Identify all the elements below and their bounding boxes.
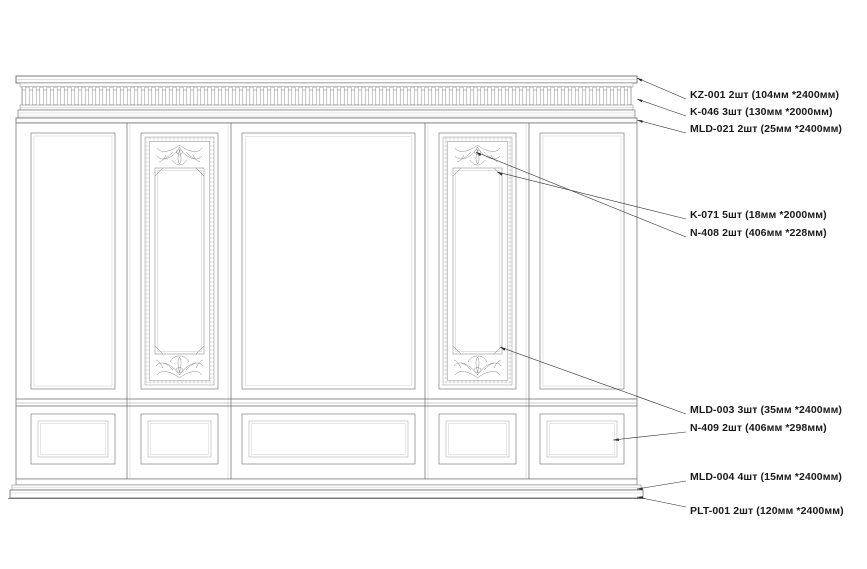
annotation-label-k-071[interactable]: K-071 5шт (18мм *2000мм) [690, 209, 827, 221]
annotation-label-n-408[interactable]: N-408 2шт (406мм *228мм) [690, 227, 827, 239]
upper-panel-2-ornate [141, 133, 218, 389]
upper-panel-4-ornate [439, 133, 516, 389]
annotation-label-n-409[interactable]: N-409 2шт (406мм *298мм) [690, 422, 827, 434]
cornice-assembly [16, 76, 637, 123]
annotation-label-k-046[interactable]: K-046 3шт (130мм *2000мм) [690, 106, 833, 118]
upper-panel-3 [242, 133, 415, 389]
annotation-label-kz-001[interactable]: KZ-001 2шт (104мм *2400мм) [690, 89, 840, 101]
annotation-label-mld-003[interactable]: MLD-003 3шт (35мм *2400мм) [690, 404, 843, 416]
upper-panel-1 [31, 133, 115, 389]
skirting-assembly [8, 479, 645, 499]
annotation-label-plt-001[interactable]: PLT-001 2шт (120мм *2400мм) [690, 505, 844, 517]
upper-panel-5 [540, 133, 624, 389]
annotation-label-mld-021[interactable]: MLD-021 2шт (25мм *2400мм) [690, 123, 843, 135]
annotation-label-mld-004[interactable]: MLD-004 4шт (15мм *2400мм) [690, 471, 843, 483]
